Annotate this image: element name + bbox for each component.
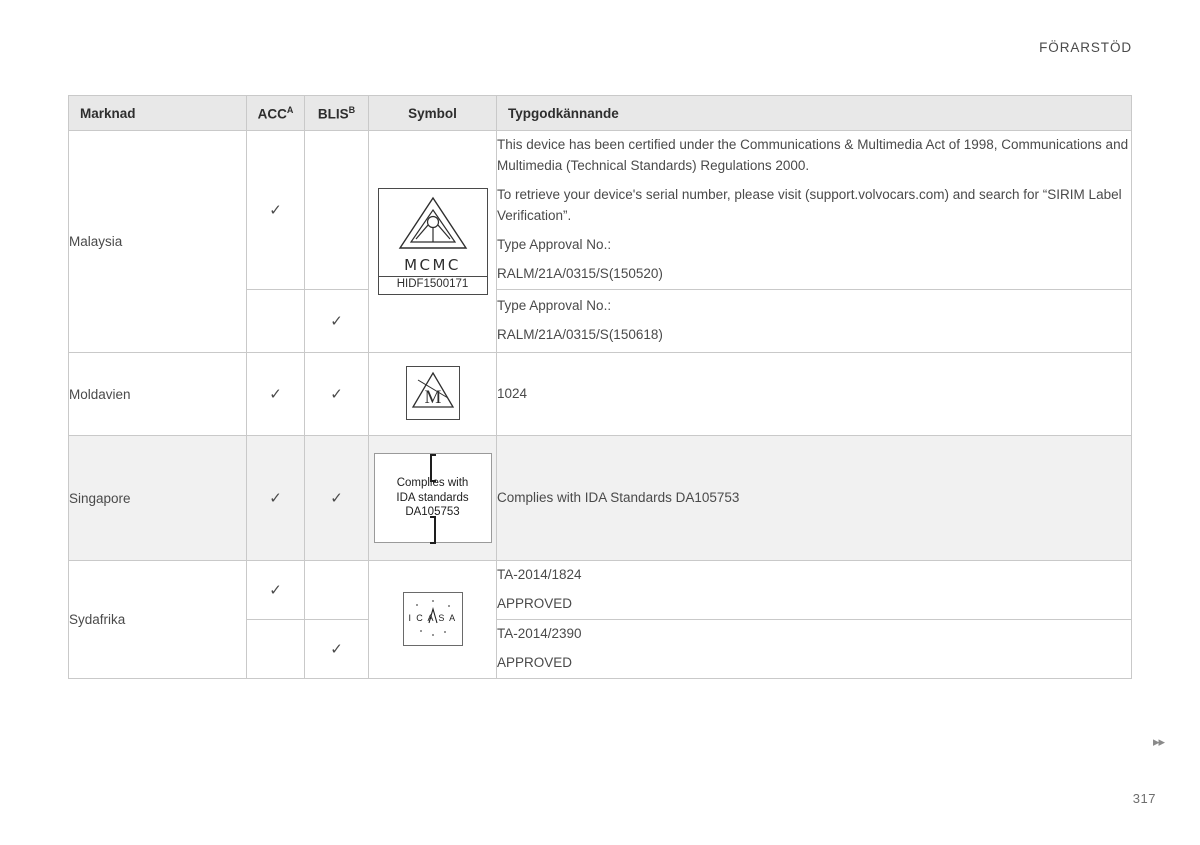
column-header-acc: $ACC^A$: [247, 96, 305, 131]
mcmc-id-label: HIDF1500171: [379, 276, 487, 293]
mcmc-label: MCMC: [404, 256, 461, 275]
approval-paragraph: Complies with IDA Standards DA105753: [497, 489, 740, 505]
mcmc-certification-icon: [378, 188, 488, 295]
column-header-approval: Typgodkännande: [497, 96, 1132, 131]
approval-paragraph: APPROVED: [497, 596, 573, 611]
approval-paragraph: APPROVED: [497, 655, 573, 670]
cell-blis-check: ✓: [305, 436, 369, 561]
cell-symbol: [369, 131, 497, 353]
cell-acc-check: [247, 290, 305, 353]
cell-blis-check: ✓: [305, 290, 369, 353]
mcmc-triangle-icon: [397, 194, 469, 252]
cell-approval: [497, 353, 1132, 436]
cell-market: Malaysia: [69, 131, 247, 353]
ida-line-2: IDA standards: [396, 491, 469, 504]
cell-acc-check: ✓: [247, 353, 305, 436]
cell-blis-check: ✓: [305, 620, 369, 679]
cell-market: Singapore: [69, 436, 247, 561]
cell-symbol: [369, 561, 497, 679]
approval-paragraph: Type Approval No.:: [497, 236, 612, 252]
certification-table: [68, 95, 1132, 679]
column-header-blis-footnote: B: [348, 104, 356, 115]
approval-paragraph: TA-2014/1824: [497, 567, 582, 583]
icasa-approval-icon: [403, 592, 463, 646]
cell-symbol: [369, 436, 497, 561]
column-header-acc-footnote: A: [286, 104, 294, 115]
approval-paragraph: This device has been certified under the Communications & Multimedia Act of 1998, Communications and Multimedia (Technical Standards) Regulations 2000.: [497, 137, 1129, 174]
approval-paragraph: TA-2014/2390: [497, 626, 582, 642]
ida-line-1: Complies with: [396, 477, 469, 490]
table-head: [69, 96, 1132, 131]
approval-paragraph: 1024: [497, 385, 528, 401]
svg-text:M: M: [424, 387, 441, 408]
cell-acc-check: ✓: [247, 436, 305, 561]
table-body: [69, 131, 1132, 679]
moldova-ra-mark-icon: [406, 366, 460, 420]
cell-approval: [497, 436, 1132, 561]
cell-acc-check: ✓: [247, 131, 305, 290]
table-row: [69, 436, 1132, 561]
cell-blis-check: [305, 131, 369, 290]
ida-compliance-icon: [374, 453, 492, 542]
cell-approval: [497, 620, 1132, 679]
column-header-blis: $BLIS^B$: [305, 96, 369, 131]
column-header-market: Marknad: [69, 96, 247, 131]
cell-blis-check: [305, 561, 369, 620]
column-header-symbol: Symbol: [369, 96, 497, 131]
table-row: [69, 353, 1132, 436]
approval-paragraph: To retrieve your device's serial number, please visit (support.volvocars.com) and search for “SIRIM Label Verification”.: [497, 187, 1122, 223]
cell-blis-check: ✓: [305, 353, 369, 436]
approval-paragraph: RALM/21A/0315/S(150520): [497, 265, 663, 281]
cell-approval: [497, 290, 1132, 353]
ra-mark-icon: [408, 367, 458, 417]
page-header: FÖRARSTÖD: [1039, 40, 1132, 55]
table-header-row: [69, 96, 1132, 131]
cell-symbol: [369, 353, 497, 436]
ida-inner-label: [379, 454, 487, 543]
table-row: [69, 561, 1132, 620]
table-row: [69, 131, 1132, 290]
icasa-label: I C A S A: [408, 612, 457, 623]
cell-acc-check: [247, 620, 305, 679]
cell-acc-check: ✓: [247, 561, 305, 620]
approval-paragraph: RALM/21A/0315/S(150618): [497, 327, 663, 342]
cell-market: Moldavien: [69, 353, 247, 436]
ida-line-3: DA105753: [405, 506, 460, 519]
page-number: 317: [1132, 791, 1156, 806]
next-page-arrows[interactable]: ▸▸: [1152, 734, 1164, 749]
cell-approval: [497, 131, 1132, 290]
cell-market: Sydafrika: [69, 561, 247, 679]
approval-paragraph: Type Approval No.:: [497, 298, 612, 314]
cell-approval: [497, 561, 1132, 620]
